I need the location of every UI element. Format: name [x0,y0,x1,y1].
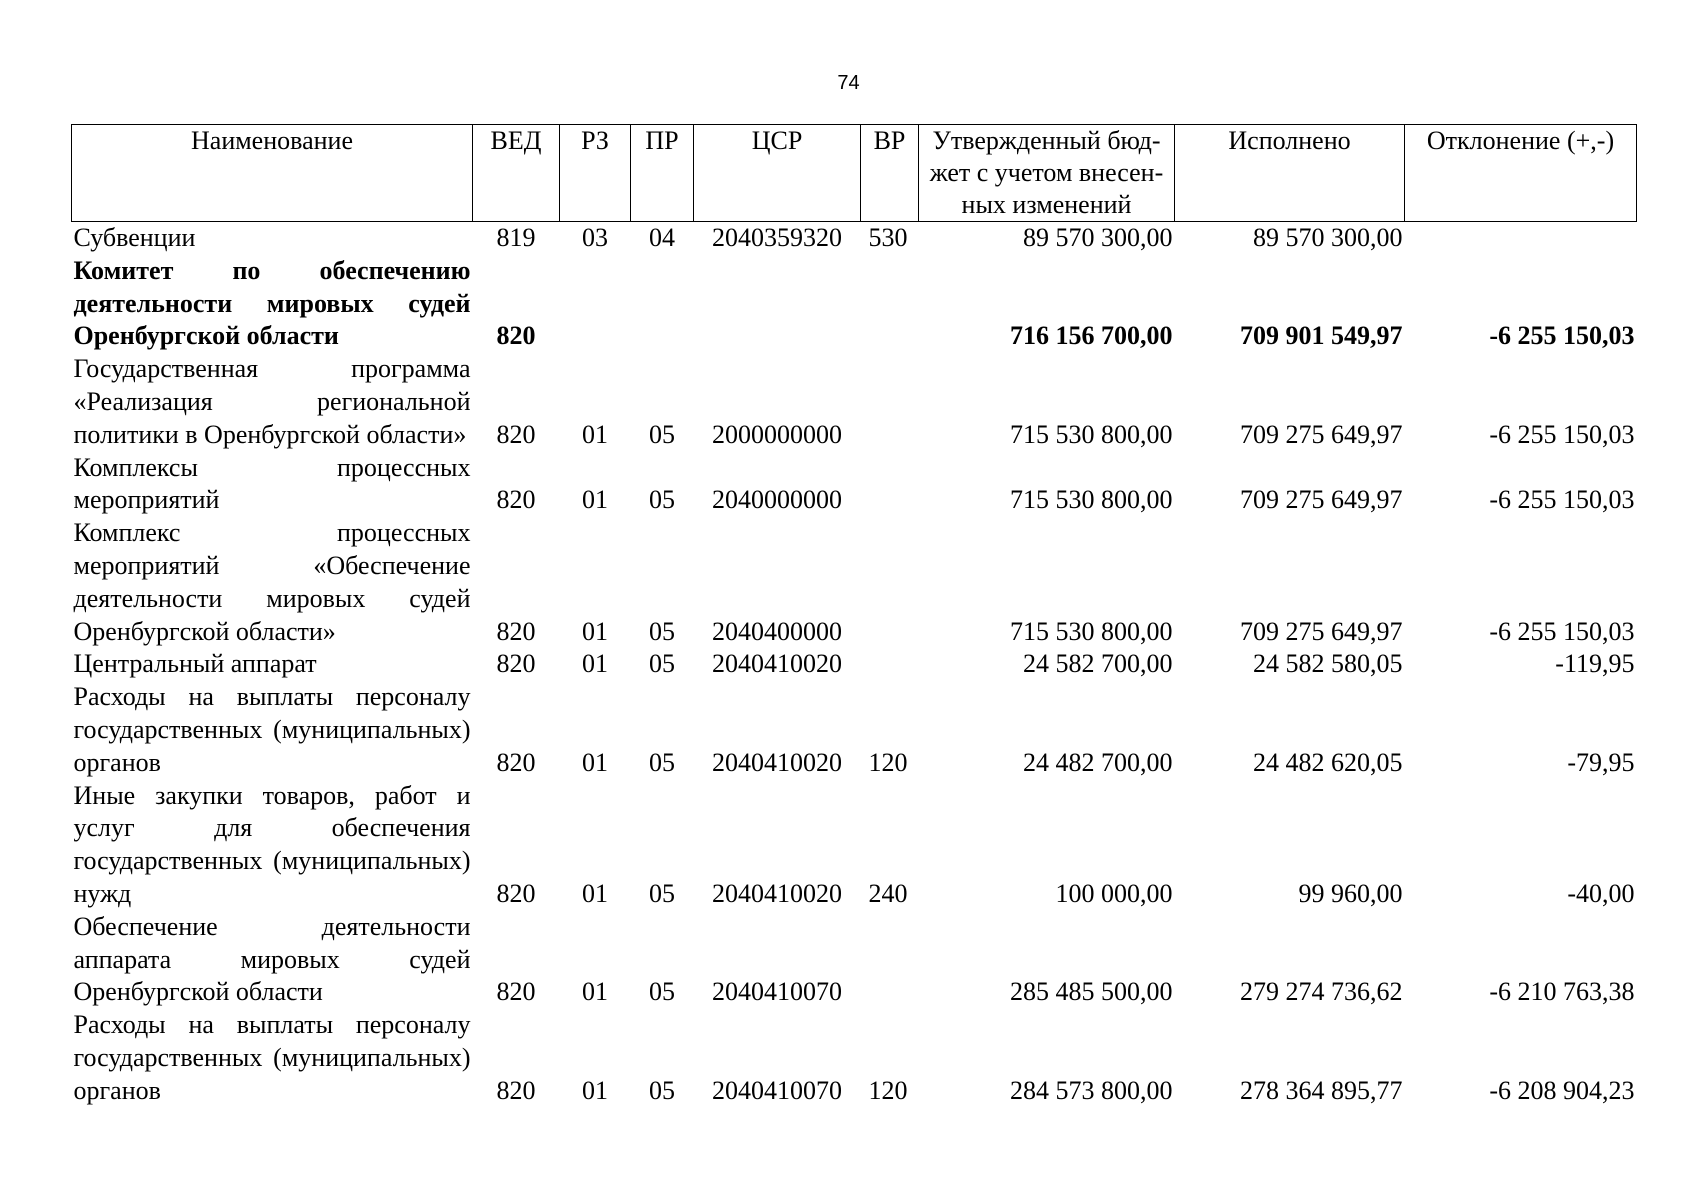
cell-ved: 820 [496,977,536,1007]
header-pr: ПР [631,125,694,222]
header-rz: РЗ [560,125,631,222]
cell-ved: 820 [496,419,536,449]
cell-vr: 240 [868,878,908,908]
cell-deviation: -6 255 150,03 [1489,616,1635,646]
cell-deviation [1405,222,1637,255]
cell-vr [861,911,919,1009]
cell-approved: 716 156 700,00 [1010,321,1173,351]
cell-deviation: -6 210 763,38 [1489,977,1635,1007]
cell-vr: 120 [868,747,908,777]
cell-vr [861,517,919,648]
cell-name: Расходы на выплаты персоналу государственных (муниципальных) органов [73,1010,471,1105]
cell-csr: 2040400000 [712,616,842,646]
cell-name: Комплекс процессных мероприятий «Обеспечение деятельности мировых судей Оренбургской области» [73,518,471,646]
table-row [72,222,1637,255]
cell-vr [861,648,919,681]
cell-executed: 709 901 549,97 [1240,321,1403,351]
cell-approved: 715 530 800,00 [1010,616,1173,646]
cell-name: Комплексы процессных мероприятий [73,452,471,515]
cell-approved: 285 485 500,00 [1010,977,1173,1007]
table-row [72,1009,1637,1107]
cell-ved: 820 [496,616,536,646]
table-row [72,648,1637,681]
cell-name: Обеспечение деятельности аппарата мировых судей Оренбургской области [73,911,471,1007]
cell-executed: 99 960,00 [1298,878,1403,908]
cell-rz: 01 [582,878,608,908]
cell-csr: 2040410020 [712,878,842,908]
cell-csr: 2000000000 [712,419,842,449]
cell-approved: 715 530 800,00 [1010,419,1173,449]
table-row [72,353,1637,451]
cell-csr [694,255,861,353]
cell-pr: 05 [649,616,675,646]
cell-pr [631,255,694,353]
table-row [72,780,1637,911]
cell-executed: 89 570 300,00 [1253,223,1403,252]
cell-ved: 820 [496,1075,536,1105]
header-executed: Исполнено [1175,125,1405,222]
header-deviation: Отклонение (+,-) [1405,125,1637,222]
cell-pr: 05 [649,419,675,449]
cell-executed: 709 275 649,97 [1240,616,1403,646]
cell-csr: 2040410020 [712,747,842,777]
cell-approved: 24 482 700,00 [1023,747,1173,777]
header-name: Наименование [72,125,473,222]
header-vr: ВР [861,125,919,222]
cell-executed: 24 482 620,05 [1253,747,1403,777]
cell-csr: 2040410070 [712,977,842,1007]
cell-approved: 100 000,00 [1055,878,1173,908]
cell-vr: 530 [868,223,908,252]
cell-approved: 715 530 800,00 [1010,485,1173,515]
cell-pr: 05 [649,485,675,515]
cell-name: Иные закупки товаров, работ и услуг для обеспечения государственных (муниципальных) нужд [73,780,471,908]
cell-name: Центральный аппарат [73,649,317,679]
header-csr: ЦСР [694,125,861,222]
cell-ved: 819 [496,223,536,252]
cell-csr: 2040359320 [712,223,842,252]
cell-name: Субвенции [73,223,196,252]
cell-deviation: -40,00 [1567,878,1635,908]
cell-rz [560,255,631,353]
cell-ved: 820 [496,747,536,777]
cell-executed: 279 274 736,62 [1240,977,1403,1007]
cell-deviation: -79,95 [1567,747,1635,777]
cell-pr: 05 [649,878,675,908]
cell-deviation: -6 255 150,03 [1489,321,1635,351]
header-approved: Утвержденный бюд-жет с учетом внесен-ных изменений [919,125,1175,222]
cell-csr: 2040000000 [712,485,842,515]
table-header [72,125,1637,222]
cell-executed: 709 275 649,97 [1240,485,1403,515]
cell-vr [861,353,919,451]
cell-approved: 89 570 300,00 [1023,223,1173,252]
cell-vr: 120 [868,1075,908,1105]
table-body [72,222,1637,1108]
cell-ved: 820 [496,649,536,679]
cell-approved: 24 582 700,00 [1023,649,1173,679]
cell-executed: 24 582 580,05 [1253,649,1403,679]
table-row [72,911,1637,1009]
cell-pr: 05 [649,977,675,1007]
cell-ved: 820 [496,321,536,351]
cell-approved: 284 573 800,00 [1010,1075,1173,1105]
cell-ved: 820 [496,878,536,908]
table-row [72,452,1637,518]
cell-name: Государственная программа «Реализация региональной политики в Оренбургской области» [73,354,471,449]
cell-deviation: -6 255 150,03 [1489,485,1635,515]
cell-rz: 01 [582,616,608,646]
table-row [72,517,1637,648]
cell-deviation: -6 208 904,23 [1489,1075,1635,1105]
cell-csr: 2040410020 [712,649,842,679]
cell-rz: 01 [582,977,608,1007]
cell-pr: 05 [649,1075,675,1105]
cell-pr: 05 [649,747,675,777]
page-number: 74 [837,72,860,94]
cell-pr: 04 [649,223,675,252]
cell-rz: 01 [582,747,608,777]
cell-executed: 278 364 895,77 [1240,1075,1403,1105]
cell-rz: 03 [582,223,608,252]
cell-rz: 01 [582,1075,608,1105]
cell-deviation: -119,95 [1555,649,1635,679]
budget-table [71,124,1637,1108]
cell-executed: 709 275 649,97 [1240,419,1403,449]
cell-deviation: -6 255 150,03 [1489,419,1635,449]
cell-vr [861,452,919,518]
cell-name: Комитет по обеспечению деятельности мировых судей Оренбургской области [73,255,471,351]
cell-csr: 2040410070 [712,1075,842,1105]
table-row [72,255,1637,353]
cell-name: Расходы на выплаты персоналу государственных (муниципальных) органов [73,682,471,777]
cell-pr: 05 [649,649,675,679]
cell-rz: 01 [582,485,608,515]
header-row [72,125,1637,222]
header-ved: ВЕД [473,125,560,222]
table-row [72,681,1637,779]
cell-vr [861,255,919,353]
cell-ved: 820 [496,485,536,515]
cell-rz: 01 [582,419,608,449]
cell-rz: 01 [582,649,608,679]
